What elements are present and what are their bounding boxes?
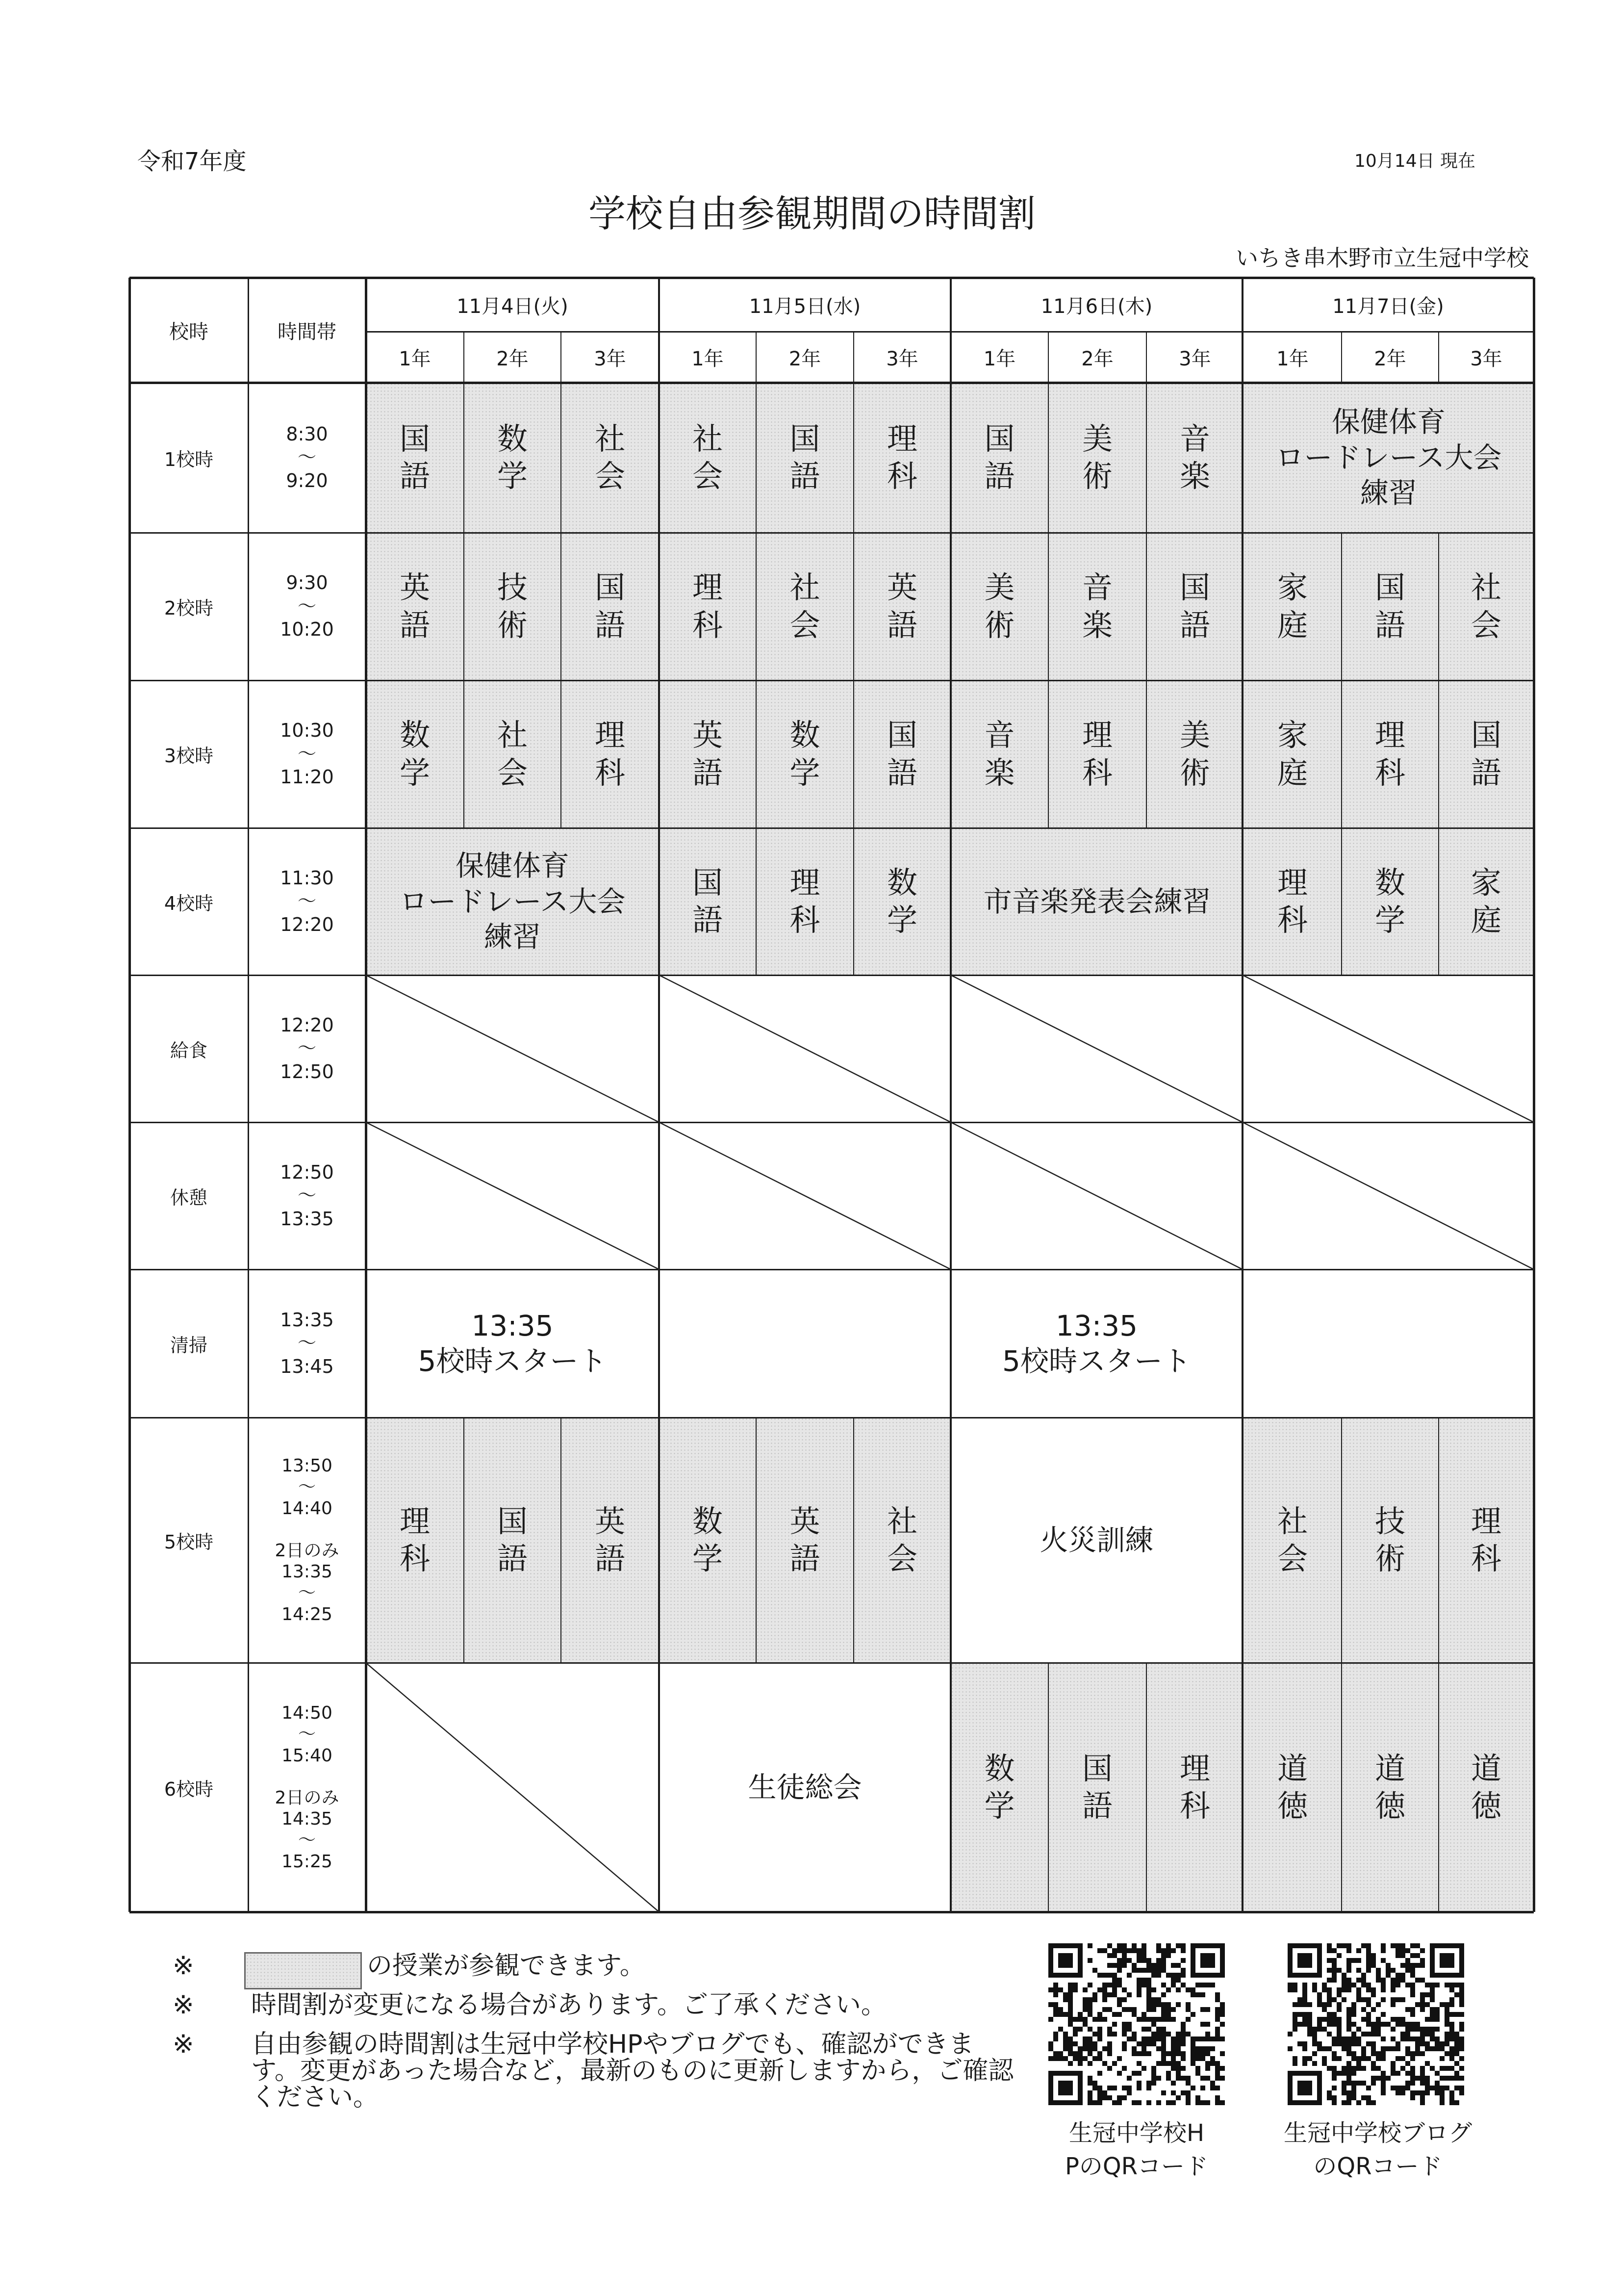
- day-header: 11月4日(火): [457, 295, 568, 318]
- grade-header: 3年: [1470, 347, 1502, 370]
- as-of-date: 10月14日 現在: [1354, 151, 1476, 171]
- subject-cell: 数 学: [951, 1663, 1048, 1912]
- subject-cell: 家 庭: [1243, 680, 1342, 828]
- empty-cell-slash: [659, 1122, 951, 1269]
- subject-cell: 美 術: [1048, 383, 1146, 533]
- timetable: [129, 278, 1534, 1912]
- subject-cell: 音 楽: [951, 680, 1048, 828]
- subject-cell: 理 科: [1146, 1663, 1243, 1912]
- note-2: 時間割が変更になる場合があります。ご了承ください。: [251, 1990, 887, 2020]
- period-label: 1校時: [164, 448, 214, 470]
- subject-cell: 数 学: [464, 383, 561, 533]
- subject-cell: 国 語: [854, 680, 951, 828]
- subject-cell: 社 会: [854, 1418, 951, 1663]
- event-cell: 13:35 5校時スタート: [418, 1309, 607, 1378]
- subject-cell: 国 語: [756, 383, 854, 533]
- subject-cell: 英 語: [561, 1418, 659, 1663]
- subject-cell: 国 語: [951, 383, 1048, 533]
- note-3-line-3: ください。: [251, 2083, 379, 2112]
- day-header: 11月6日(木): [1040, 295, 1153, 318]
- grade-header: 3年: [594, 347, 626, 370]
- grade-header: 2年: [1081, 347, 1114, 370]
- grade-header: 1年: [1276, 347, 1309, 370]
- grade-header: 3年: [1179, 347, 1211, 370]
- empty-cell-slash: [1243, 975, 1534, 1122]
- period-label: 2校時: [164, 597, 214, 619]
- subject-cell: 道 徳: [1439, 1663, 1534, 1912]
- grade-header: 2年: [1374, 347, 1406, 370]
- subject-cell: 技 術: [464, 533, 561, 680]
- subject-cell: 理 科: [659, 533, 756, 680]
- grade-header: 1年: [983, 347, 1016, 370]
- subject-cell: 国 語: [1146, 533, 1243, 680]
- subject-cell: 家 庭: [1243, 533, 1342, 680]
- time-range: 12:20 〜 12:50: [280, 1014, 334, 1083]
- subject-cell: 理 科: [366, 1418, 464, 1663]
- subject-cell: 数 学: [854, 828, 951, 975]
- school-hp-qr-caption: 生冠中学校H PのQRコード: [1065, 2119, 1209, 2180]
- subject-cell: 数 学: [366, 680, 464, 828]
- note-3-line-2: す。変更があった場合など，最新のものに更新しますから，ご確認: [251, 2056, 1014, 2086]
- empty-cell-slash: [366, 1663, 659, 1912]
- subject-cell: 理 科: [756, 828, 854, 975]
- subject-cell: 道 徳: [1243, 1663, 1342, 1912]
- subject-cell: 数 学: [659, 1418, 756, 1663]
- event-cell: 13:35 5校時スタート: [1002, 1309, 1191, 1378]
- fiscal-year-label: 令和7年度: [137, 148, 247, 175]
- subject-cell: 美 術: [1146, 680, 1243, 828]
- subject-cell: 英 語: [854, 533, 951, 680]
- subject-cell: 家 庭: [1439, 828, 1534, 975]
- school-blog-qr-caption: 生冠中学校ブログ のQRコード: [1283, 2119, 1472, 2180]
- school-blog-qr-code-icon[interactable]: [1288, 1943, 1464, 2105]
- period-label: 5校時: [164, 1531, 214, 1553]
- event-cell: 生徒総会: [748, 1770, 862, 1804]
- subject-cell: 国 語: [1342, 533, 1439, 680]
- subject-cell: 道 徳: [1342, 1663, 1439, 1912]
- time-range: 13:50 〜 14:40 2日のみ 13:35 〜 14:25: [275, 1456, 339, 1624]
- note-1: の授業が参観できます。: [367, 1951, 645, 1981]
- shading-legend-swatch: [244, 1952, 362, 1989]
- note-mark: ※: [173, 1951, 194, 1981]
- school-hp-qr-code-icon[interactable]: [1048, 1943, 1225, 2105]
- time-range: 14:50 〜 15:40 2日のみ 14:35 〜 15:25: [275, 1703, 339, 1872]
- note-mark: ※: [173, 1990, 194, 2020]
- subject-cell: 理 科: [1342, 680, 1439, 828]
- period-column-header: 校時: [169, 320, 208, 343]
- period-label: 3校時: [164, 745, 214, 767]
- subject-cell: 数 学: [756, 680, 854, 828]
- grade-header: 2年: [496, 347, 529, 370]
- grade-header: 1年: [691, 347, 724, 370]
- subject-cell: 国 語: [464, 1418, 561, 1663]
- time-range: 11:30 〜 12:20: [280, 867, 334, 935]
- empty-cell-slash: [366, 975, 659, 1122]
- event-cell: 保健体育 ロードレース大会 練習: [1243, 383, 1534, 533]
- subject-cell: 数 学: [1342, 828, 1439, 975]
- subject-cell: 美 術: [951, 533, 1048, 680]
- subject-cell: 国 語: [561, 533, 659, 680]
- empty-cell-slash: [366, 1122, 659, 1269]
- grade-header: 3年: [886, 347, 918, 370]
- subject-cell: 英 語: [659, 680, 756, 828]
- subject-cell: 音 楽: [1048, 533, 1146, 680]
- subject-cell: 社 会: [1243, 1418, 1342, 1663]
- empty-cell-slash: [951, 975, 1243, 1122]
- day-header: 11月5日(水): [749, 295, 861, 318]
- time-range: 8:30 〜 9:20: [286, 423, 328, 491]
- subject-cell: 国 語: [366, 383, 464, 533]
- school-name: いちき串木野市立生冠中学校: [1236, 245, 1529, 271]
- empty-cell-slash: [1243, 1122, 1534, 1269]
- time-column-header: 時間帯: [278, 320, 336, 343]
- empty-cell-slashes: [129, 278, 1534, 1912]
- subject-cell: 社 会: [1439, 533, 1534, 680]
- time-range: 13:35 〜 13:45: [280, 1309, 334, 1377]
- period-label: 休憩: [170, 1186, 207, 1209]
- event-cell: 火災訓練: [1040, 1523, 1154, 1557]
- subject-cell: 社 会: [561, 383, 659, 533]
- empty-cell-slash: [659, 975, 951, 1122]
- subject-cell: 技 術: [1342, 1418, 1439, 1663]
- period-label: 4校時: [164, 892, 214, 914]
- time-range: 10:30 〜 11:20: [280, 720, 334, 788]
- subject-cell: 社 会: [464, 680, 561, 828]
- period-label: 給食: [170, 1039, 207, 1061]
- page-title: 学校自由参観期間の時間割: [588, 192, 1036, 235]
- subject-cell: 音 楽: [1146, 383, 1243, 533]
- subject-cell: 理 科: [854, 383, 951, 533]
- subject-cell: 理 科: [1243, 828, 1342, 975]
- subject-cell: 国 語: [659, 828, 756, 975]
- subject-cell: 社 会: [659, 383, 756, 533]
- subject-cell: 英 語: [756, 1418, 854, 1663]
- event-cell: 保健体育 ロードレース大会 練習: [366, 828, 659, 975]
- subject-cell: 国 語: [1439, 680, 1534, 828]
- subject-cell: 英 語: [366, 533, 464, 680]
- subject-cell: 社 会: [756, 533, 854, 680]
- time-range: 9:30 〜 10:20: [280, 572, 334, 641]
- grade-header: 2年: [788, 347, 821, 370]
- subject-cell: 理 科: [1439, 1418, 1534, 1663]
- note-mark: ※: [173, 2030, 194, 2059]
- subject-cell: 国 語: [1048, 1663, 1146, 1912]
- event-cell: 市音楽発表会練習: [951, 828, 1243, 975]
- subject-cell: 理 科: [561, 680, 659, 828]
- grade-header: 1年: [399, 347, 431, 370]
- time-range: 12:50 〜 13:35: [280, 1161, 334, 1230]
- period-label: 清掃: [170, 1334, 207, 1356]
- subject-cell: 理 科: [1048, 680, 1146, 828]
- note-3-line-1: 自由参観の時間割は生冠中学校HPやブログでも、確認ができま: [251, 2030, 974, 2059]
- day-header: 11月7日(金): [1332, 295, 1444, 318]
- notes: [173, 1950, 1055, 2146]
- period-label: 6校時: [164, 1778, 214, 1800]
- empty-cell-slash: [951, 1122, 1243, 1269]
